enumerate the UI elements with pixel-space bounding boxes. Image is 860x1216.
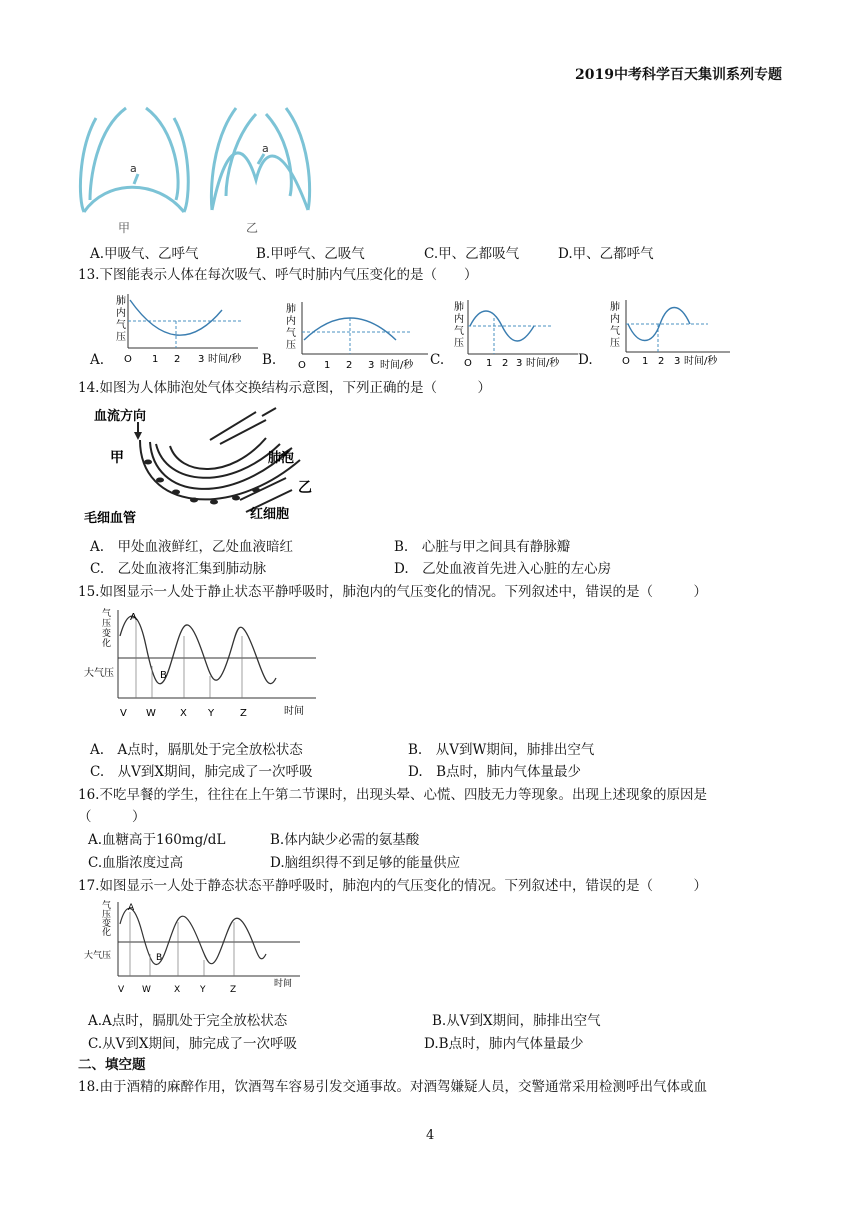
svg-text:内: 内 xyxy=(454,314,464,325)
q15-point-a: A xyxy=(130,612,137,623)
q16-option-b: B.体内缺少必需的氨基酸 xyxy=(270,832,420,848)
label-rbc: 红细胞 xyxy=(250,507,290,522)
q17-option-b: B.从V到X期间，肺排出空气 xyxy=(432,1013,601,1029)
svg-text:O: O xyxy=(464,358,472,369)
svg-text:肺: 肺 xyxy=(610,302,620,313)
q13-graph-b xyxy=(282,298,432,372)
q15-y1: 气 xyxy=(102,609,112,619)
q15-atm: 大气压 xyxy=(84,668,114,679)
q15-graph xyxy=(84,606,320,722)
q15-option-c: C. 从V到X期间，肺完成了一次呼吸 xyxy=(90,764,313,780)
q17-y1: 气 xyxy=(102,901,112,911)
q12-option-c: C.甲、乙都吸气 xyxy=(424,246,520,262)
q14-option-b: B. 心脏与甲之间具有静脉瓣 xyxy=(394,539,571,555)
q15-tick-z: Z xyxy=(240,708,247,719)
q17-option-d: D.B点时，肺内气体量最少 xyxy=(424,1036,584,1052)
q17-tick-x: X xyxy=(174,985,181,995)
q17-option-c: C.从V到X期间，肺完成了一次呼吸 xyxy=(88,1036,297,1052)
svg-text:O: O xyxy=(622,356,630,367)
q15-point-b: B xyxy=(160,670,167,681)
q17-y3: 变 xyxy=(102,919,112,929)
q17-point-a: A xyxy=(128,903,135,913)
svg-text:3: 3 xyxy=(674,356,681,367)
q17-tick-y: Y xyxy=(200,985,206,995)
page-number: 4 xyxy=(426,1128,435,1143)
q14-option-d: D. 乙处血液首先进入心脏的左心房 xyxy=(394,561,612,577)
q17-atm: 大气压 xyxy=(84,951,112,961)
q12-option-d: D.甲、乙都呼气 xyxy=(558,246,654,262)
q13-graph-c xyxy=(452,296,582,370)
q13-stem: 13.下图能表示人体在每次吸气、呼气时肺内气压变化的是（ ） xyxy=(78,267,478,283)
svg-text:2: 2 xyxy=(174,354,181,365)
label-jia14: 甲 xyxy=(110,450,124,466)
q15-tick-v: V xyxy=(120,708,127,719)
q13-letter-b: B. xyxy=(262,352,277,368)
svg-text:气: 气 xyxy=(116,320,126,331)
svg-text:2: 2 xyxy=(658,356,665,367)
svg-text:压: 压 xyxy=(610,338,620,349)
q14-option-c: C. 乙处血液将汇集到肺动脉 xyxy=(90,561,267,577)
q13-graph-d xyxy=(608,296,734,368)
label-flow: 血流方向 xyxy=(94,409,147,424)
svg-text:肺: 肺 xyxy=(286,304,296,315)
q13-letter-c: C. xyxy=(430,352,445,368)
q16-option-d: D.脑组织得不到足够的能量供应 xyxy=(270,855,461,871)
q17-y4: 化 xyxy=(102,928,112,938)
svg-text:肺: 肺 xyxy=(116,296,126,307)
alveolus-figure xyxy=(80,400,316,530)
svg-text:时间/秒: 时间/秒 xyxy=(208,354,242,365)
svg-text:时间/秒: 时间/秒 xyxy=(526,358,560,369)
q15-y2: 压 xyxy=(102,619,112,629)
section-fill-blank-title: 二、填空题 xyxy=(78,1057,146,1073)
svg-text:1: 1 xyxy=(642,356,649,367)
svg-text:3: 3 xyxy=(368,360,375,371)
q15-tick-w: W xyxy=(146,708,156,719)
q16-option-c: C.血脂浓度过高 xyxy=(88,855,184,871)
svg-text:压: 压 xyxy=(454,338,464,349)
label-alveolus: 肺泡 xyxy=(268,451,295,466)
q17-y2: 压 xyxy=(102,910,112,920)
q17-tick-v: V xyxy=(118,985,125,995)
q18-stem: 18.由于酒精的麻醉作用，饮酒驾车容易引发交通事故。对酒驾嫌疑人员，交警通常采用检测呼出气体或血 xyxy=(78,1079,707,1095)
q17-graph xyxy=(84,898,306,1000)
svg-text:1: 1 xyxy=(486,358,493,369)
label-yi14: 乙 xyxy=(298,480,312,496)
svg-text:O: O xyxy=(124,354,132,365)
label-jia: 甲 xyxy=(118,221,131,235)
svg-text:气: 气 xyxy=(610,326,620,337)
label-a2: a xyxy=(262,142,269,155)
svg-text:时间/秒: 时间/秒 xyxy=(684,356,718,367)
q15-option-a: A. A点时，膈肌处于完全放松状态 xyxy=(90,742,303,758)
q13-letter-a: A. xyxy=(90,352,105,368)
label-a1: a xyxy=(130,162,137,175)
q16-option-a: A.血糖高于160mg/dL xyxy=(88,832,226,848)
svg-text:3: 3 xyxy=(198,354,205,365)
svg-text:肺: 肺 xyxy=(454,302,464,313)
q17-xlabel: 时间 xyxy=(274,979,293,989)
q15-stem: 15.如图显示一人处于静止状态平静呼吸时，肺泡内的气压变化的情况。下列叙述中，错误的是（ ） xyxy=(78,584,707,600)
q15-option-d: D. B点时，肺内气体量最少 xyxy=(408,764,582,780)
label-capillary: 毛细血管 xyxy=(84,511,137,526)
q17-tick-w: W xyxy=(142,985,151,995)
q17-stem: 17.如图显示一人处于静态状态平静呼吸时，肺泡内的气压变化的情况。下列叙述中，错误的是（ ） xyxy=(78,878,707,894)
q14-stem: 14.如图为人体肺泡处气体交换结构示意图，下列正确的是（ ） xyxy=(78,380,491,396)
svg-text:内: 内 xyxy=(116,308,126,319)
svg-text:气: 气 xyxy=(286,328,296,339)
q12-option-b: B.甲呼气、乙吸气 xyxy=(256,246,365,262)
svg-text:内: 内 xyxy=(610,314,620,325)
q15-xlabel: 时间 xyxy=(284,706,304,717)
q15-y4: 化 xyxy=(102,639,112,649)
q12-option-a: A.甲吸气、乙呼气 xyxy=(90,246,199,262)
q15-tick-y: Y xyxy=(208,708,215,719)
q13-letter-d: D. xyxy=(578,352,593,368)
svg-text:内: 内 xyxy=(286,316,296,327)
q14-option-a: A. 甲处血液鲜红，乙处血液暗红 xyxy=(90,539,294,555)
svg-text:2: 2 xyxy=(346,360,353,371)
q15-y3: 变 xyxy=(102,629,112,639)
q13-graph-a xyxy=(112,290,262,370)
svg-text:O: O xyxy=(298,360,306,371)
svg-text:1: 1 xyxy=(324,360,331,371)
q16-stem: 16.不吃早餐的学生，往往在上午第二节课时，出现头晕、心慌、四肢无力等现象。出现上述现象的原因是 xyxy=(78,787,707,803)
svg-text:3: 3 xyxy=(516,358,523,369)
label-yi: 乙 xyxy=(246,221,259,235)
svg-text:2: 2 xyxy=(502,358,509,369)
svg-text:压: 压 xyxy=(116,332,126,343)
svg-text:时间/秒: 时间/秒 xyxy=(380,360,414,371)
q17-point-b: B xyxy=(156,953,163,963)
q15-tick-x: X xyxy=(180,708,187,719)
page-header: 2019中考科学百天集训系列专题 xyxy=(575,67,782,83)
q17-option-a: A.A点时，膈肌处于完全放松状态 xyxy=(88,1013,288,1029)
q17-tick-z: Z xyxy=(230,985,237,995)
svg-text:气: 气 xyxy=(454,326,464,337)
q15-option-b: B. 从V到W期间，肺排出空气 xyxy=(408,742,595,758)
diaphragm-figure xyxy=(76,100,316,238)
q16-paren: （ ） xyxy=(78,809,146,825)
svg-text:压: 压 xyxy=(286,340,296,351)
svg-text:1: 1 xyxy=(152,354,159,365)
